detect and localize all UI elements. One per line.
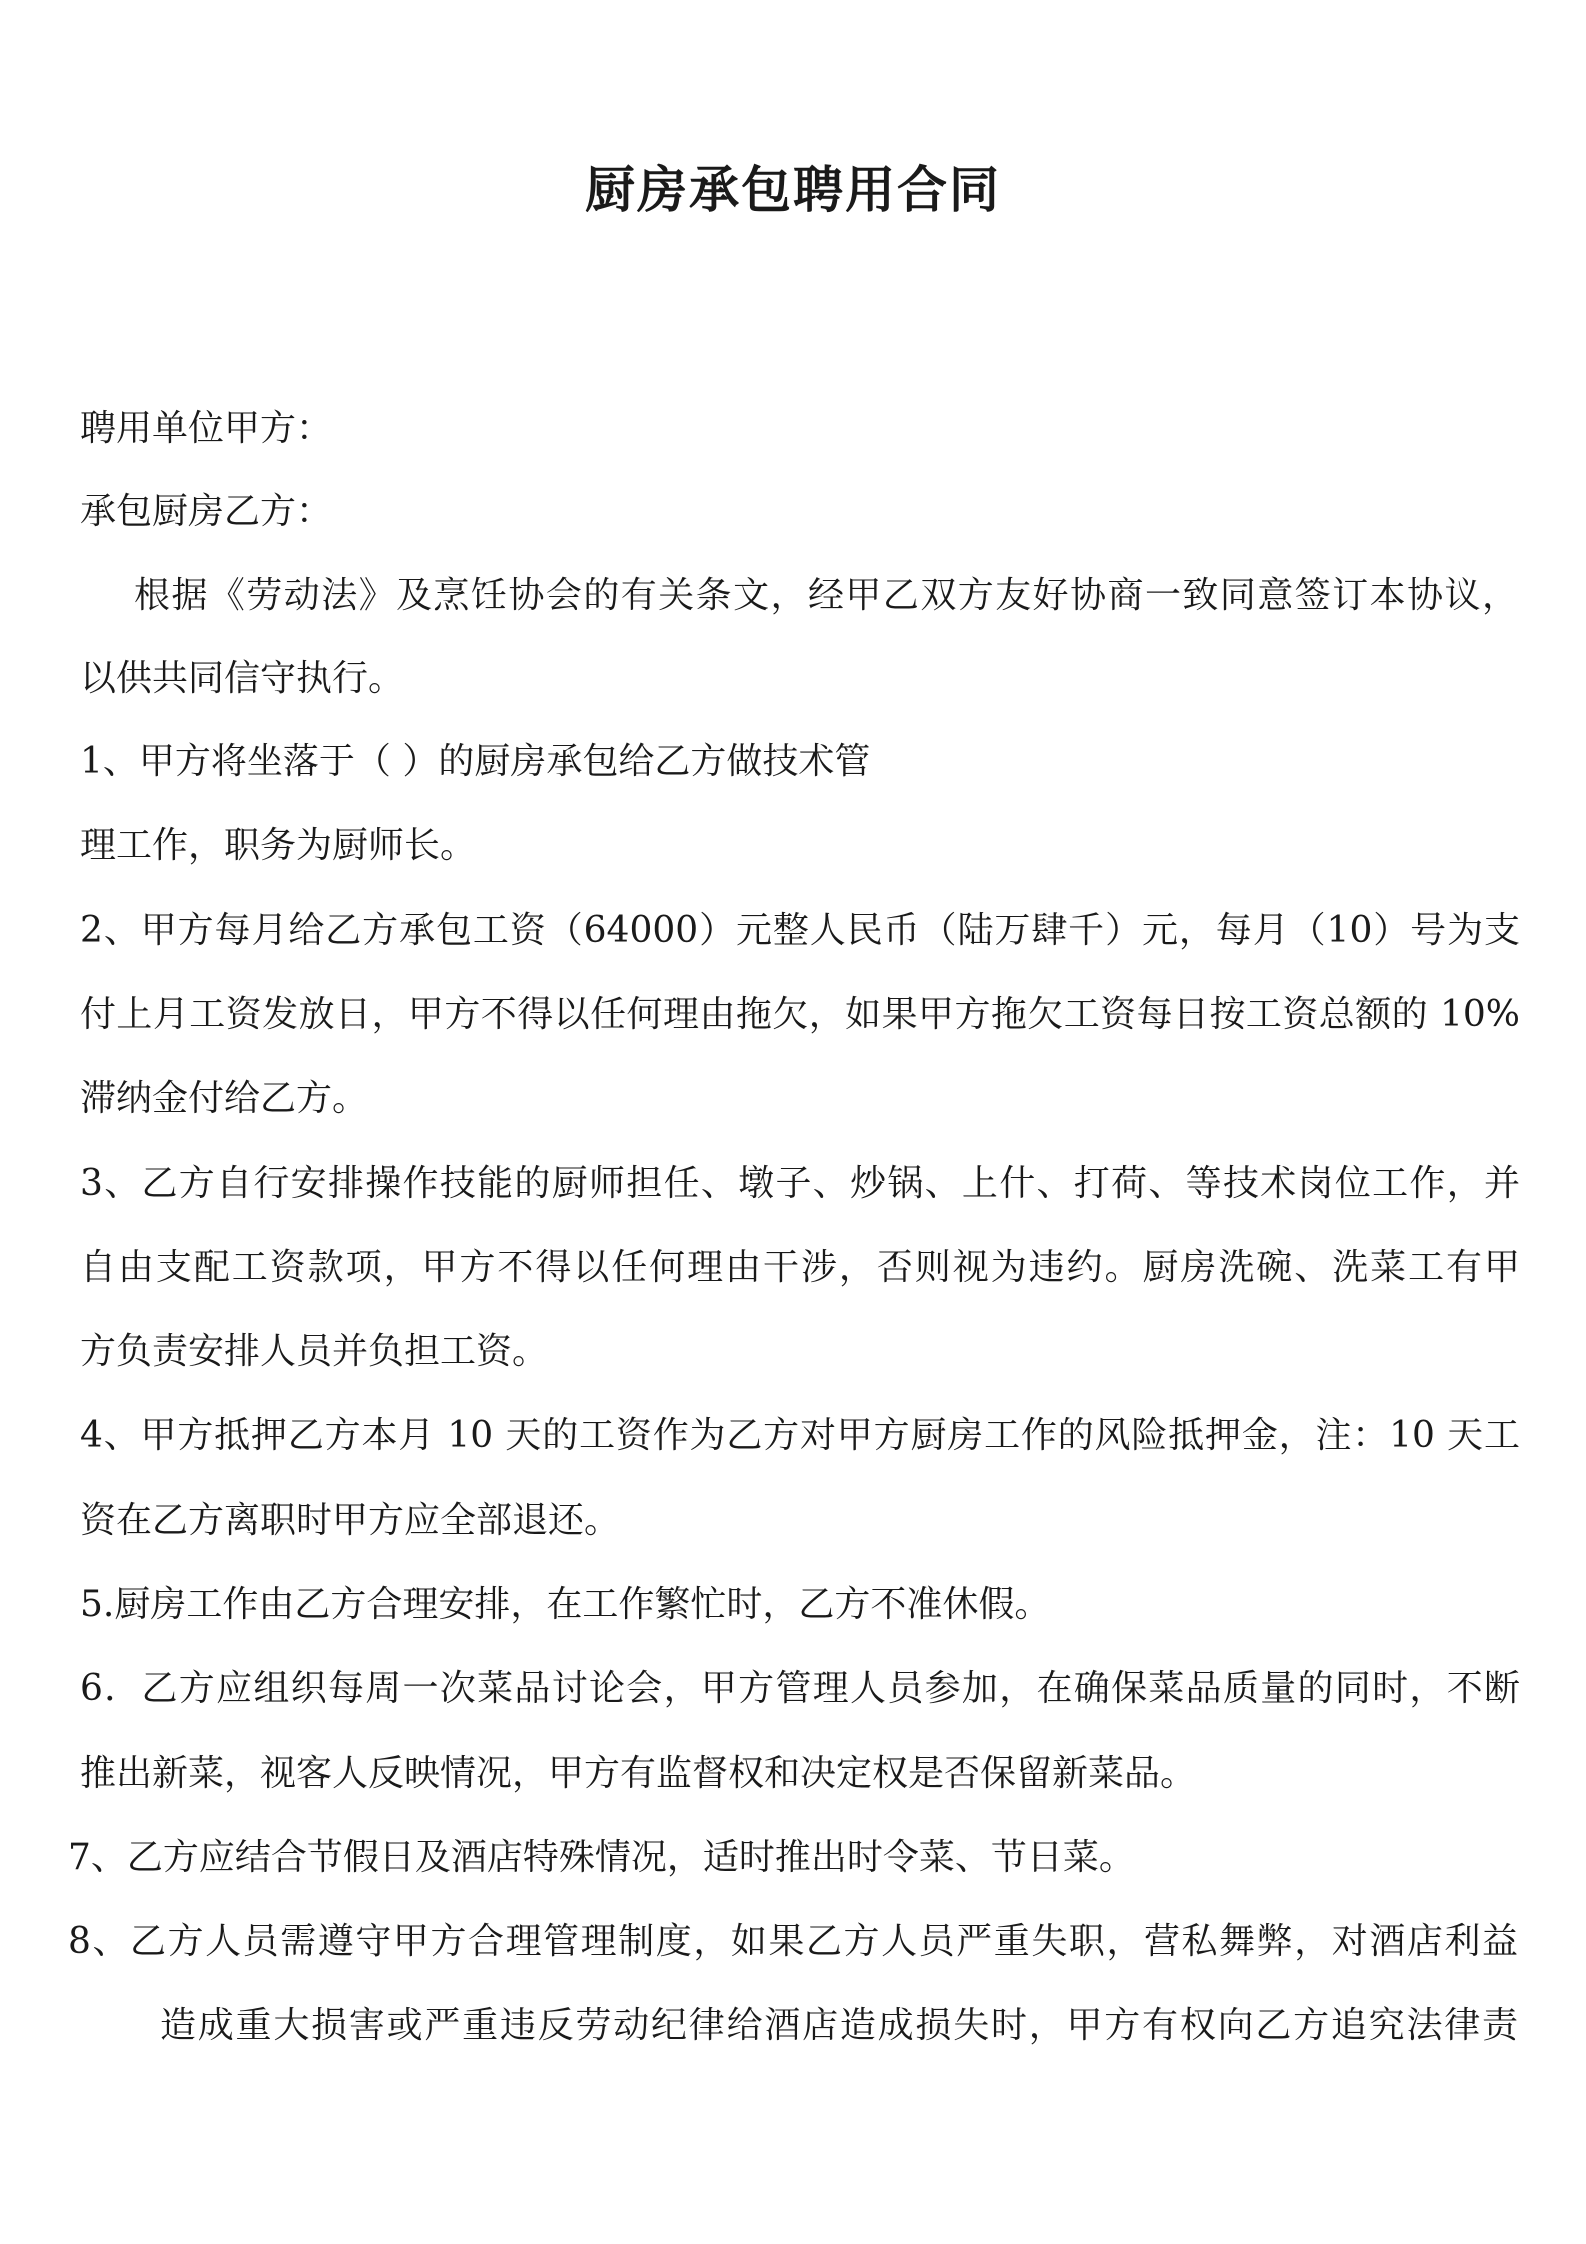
clause-7-line-1: 7、乙方应结合节假日及酒店特殊情况，适时推出时令菜、节日菜。 — [68, 1837, 1135, 1878]
clause-4-line-1: 4、甲方抵押乙方本月 10 天的工资作为乙方对甲方厨房工作的风险抵押金，注：10 天工 — [80, 1415, 1520, 1456]
clause-8-line-2: 造成重大损害或严重违反劳动纪律给酒店造成损失时，甲方有权向乙方追究法律责 — [160, 2005, 1518, 2046]
clause-2-line-2: 付上月工资发放日，甲方不得以任何理由拖欠，如果甲方拖欠工资每日按工资总额的 10% — [80, 994, 1520, 1035]
document-title: 厨房承包聘用合同 — [585, 160, 1001, 219]
clause-8-line-1: 8、乙方人员需遵守甲方合理管理制度，如果乙方人员严重失职，营私舞弊，对酒店利益 — [68, 1921, 1518, 1962]
clause-6-line-2: 推出新菜，视客人反映情况，甲方有监督权和决定权是否保留新菜品。 — [80, 1753, 1197, 1794]
clause-3-line-1: 3、乙方自行安排操作技能的厨师担任、墩子、炒锅、上什、打荷、等技术岗位工作，并 — [80, 1163, 1520, 1204]
clause-1-line-2: 理工作，职务为厨师长。 — [80, 825, 477, 866]
clause-6-line-1: 6．乙方应组织每周一次菜品讨论会，甲方管理人员参加，在确保菜品质量的同时，不断 — [80, 1668, 1520, 1709]
clause-2-line-1: 2、甲方每月给乙方承包工资（64000）元整人民币（陆万肆千）元，每月（10）号为支 — [80, 910, 1520, 951]
preamble-line-1: 根据《劳动法》及烹饪协会的有关条文，经甲乙双方友好协商一致同意签订本协议， — [134, 575, 1518, 616]
clause-3-line-3: 方负责安排人员并负担工资。 — [80, 1331, 549, 1372]
party-b-label: 承包厨房乙方： — [80, 491, 333, 532]
preamble-line-2: 以供共同信守执行。 — [80, 658, 405, 699]
clause-2-line-3: 滞纳金付给乙方。 — [80, 1078, 369, 1119]
clause-1-line-1: 1、甲方将坐落于（ ）的厨房承包给乙方做技术管 — [80, 741, 871, 782]
clause-3-line-2: 自由支配工资款项，甲方不得以任何理由干涉，否则视为违约。厨房洗碗、洗菜工有甲 — [80, 1247, 1520, 1288]
party-a-label: 聘用单位甲方： — [80, 408, 333, 449]
clause-4-line-2: 资在乙方离职时甲方应全部退还。 — [80, 1500, 621, 1541]
clause-5-line-1: 5.厨房工作由乙方合理安排，在工作繁忙时，乙方不准休假。 — [80, 1584, 1051, 1625]
